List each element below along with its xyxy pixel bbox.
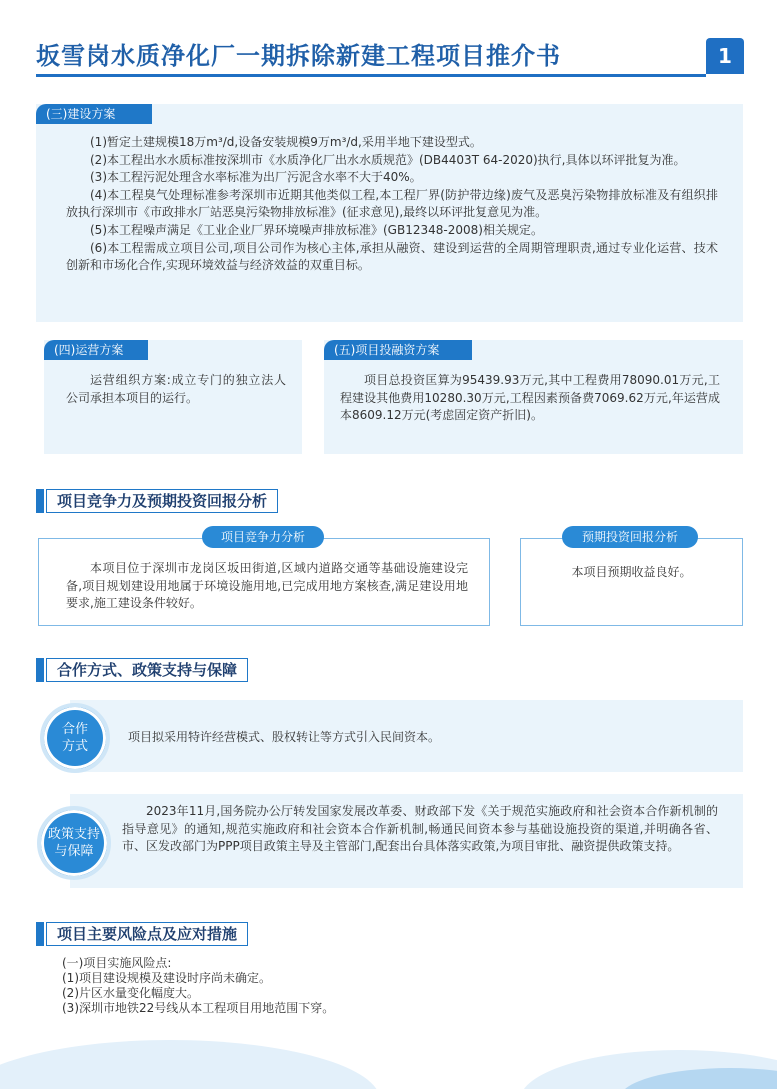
section-heading-label: 项目竞争力及预期投资回报分析 — [46, 489, 278, 513]
cooperation-mode-circle — [40, 703, 110, 773]
section-heading-bar — [36, 922, 44, 946]
investment-return-box — [520, 538, 743, 626]
section-heading-bar — [36, 658, 44, 682]
title-underline — [36, 74, 706, 77]
page-number-badge: 1 — [706, 38, 744, 74]
circle-line: 政策支持 — [47, 827, 100, 842]
circle-line: 合作 — [61, 722, 88, 737]
cooperation-section-heading — [36, 658, 286, 682]
risk-line: (2)片区水量变化幅度大。 — [62, 986, 199, 1000]
construction-item: (1)暂定土建规模18万m³/d,设备安装规模9万m³/d,采用半地下建设型式。 — [90, 135, 482, 149]
operation-plan-tag: (四)运营方案 — [44, 340, 148, 360]
investment-return-pill: 预期投资回报分析 — [562, 526, 698, 548]
risk-line: (一)项目实施风险点: — [62, 956, 172, 970]
financing-plan-tag: (五)项目投融资方案 — [324, 340, 472, 360]
competitiveness-pill: 项目竞争力分析 — [202, 526, 324, 548]
construction-item: (5)本工程噪声满足《工业企业厂界环境噪声排放标准》(GB12348-2008)相关规定。 — [90, 222, 543, 237]
policy-support-text: 2023年11月,国务院办公厅转发国家发展改革委、财政部下发《关于规范实施政府和社会资本合作新机制的指导意见》的通知,规范实施政府和社会资本合作新机制,畅通民间资本参与基础设施投资的渠道,并明确各省、市、区发改部门为PPP项目政策主导及主管部门,配套出台具体落实政策,为项目审批、融资提供政策支持。 — [122, 804, 718, 854]
cooperation-mode-text: 项目拟采用特许经营模式、股权转让等方式引入民间资本。 — [128, 730, 441, 744]
section-heading-bar — [36, 489, 44, 513]
page-title: 坂雪岗水质净化厂一期拆除新建工程项目推介书 — [36, 42, 561, 70]
risk-line: (1)项目建设规模及建设时序尚未确定。 — [62, 971, 271, 985]
section-heading-label: 项目主要风险点及应对措施 — [46, 922, 248, 946]
policy-support-circle — [37, 806, 111, 880]
operation-plan-text: 运营组织方案:成立专门的独立法人公司承担本项目的运行。 — [66, 373, 286, 405]
circle-line: 与保障 — [54, 844, 94, 859]
risk-line: (3)深圳市地铁22号线从本工程项目用地范围下穿。 — [62, 1001, 335, 1015]
construction-plan-tag: (三)建设方案 — [36, 104, 152, 124]
competition-section-heading — [36, 489, 336, 513]
financing-plan-text: 项目总投资匡算为95439.93万元,其中工程费用78090.01万元,工程建设其他费用10280.30万元,工程因素预备费7069.62万元,年运营成本8609.12万元(考虑固定资产折旧)。 — [340, 373, 720, 423]
risk-section-heading — [36, 922, 286, 946]
risk-list — [62, 956, 722, 1016]
decorative-wave — [0, 1040, 380, 1089]
construction-item: (2)本工程出水水质标准按深圳市《水质净化厂出水水质规范》(DB4403T 64-2020)执行,具体以环评批复为准。 — [90, 152, 686, 167]
construction-plan-text — [66, 134, 718, 275]
circle-line: 方式 — [61, 739, 88, 754]
construction-item: (3)本工程污泥处理含水率标准为出厂污泥含水率不大于40%。 — [90, 170, 422, 185]
construction-item: (6)本工程需成立项目公司,项目公司作为核心主体,承担从融资、建设到运营的全周期管理职责,通过专业化运营、技术创新和市场化合作,实现环境效益与经济效益的双重目标。 — [66, 240, 718, 273]
construction-item: (4)本工程臭气处理标准参考深圳市近期其他类似工程,本工程厂界(防护带边缘)废气及恶臭污染物排放标准及有组织排放执行深圳市《市政排水厂站恶臭污染物排放标准》(征求意见),最终以环评批复意见为准。 — [66, 187, 718, 220]
section-heading-label: 合作方式、政策支持与保障 — [46, 658, 248, 682]
investment-return-text: 本项目预期收益良好。 — [571, 565, 692, 579]
competitiveness-text: 本项目位于深圳市龙岗区坂田街道,区域内道路交通等基础设施建设完备,项目规划建设用地属于环境设施用地,已完成用地方案核查,满足建设用地要求,施工建设条件较好。 — [66, 561, 468, 611]
